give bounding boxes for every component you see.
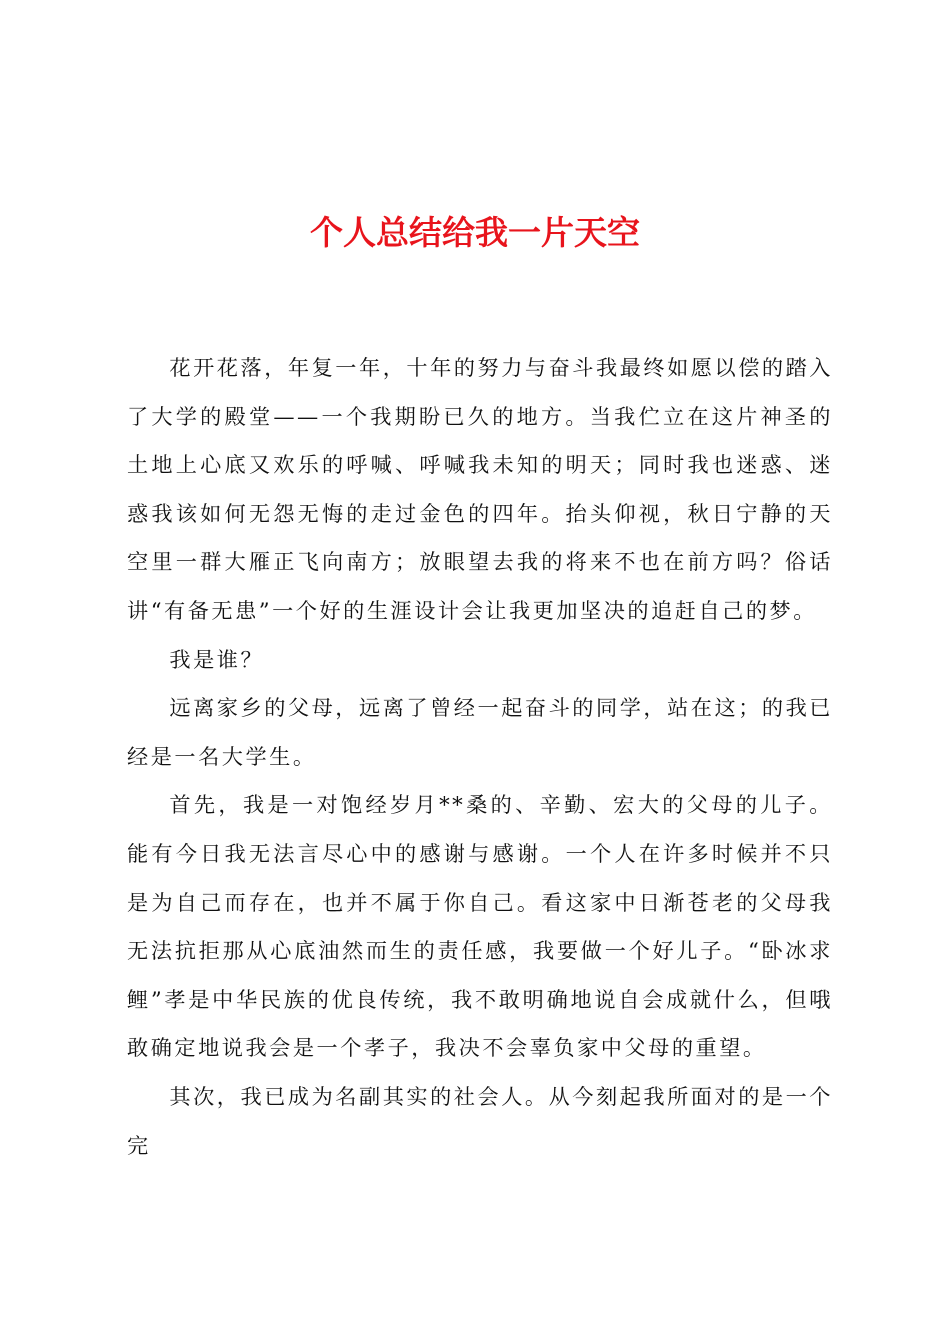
document-title: 个人总结给我一片天空 <box>310 213 640 252</box>
paragraph: 远离家乡的父母，远离了曾经一起奋斗的同学，站在这；的我已经是一名大学生。 <box>127 695 833 769</box>
paragraph: 我是谁？ <box>169 646 265 672</box>
paragraph: 首先，我是一对饱经岁月**桑的、辛勤、宏大的父母的儿子。能有今日我无法言尽心中的感谢与感谢。一个人在许多时候并不只是为自己而存在，也并不属于你自己。看这家中日渐苍老的父母我无法抗拒那从心底油然而生的责任感，我要做一个好儿子。“卧冰求鲤”孝是中华民族的优良传统，我不敢明确地说自会成就什么，但哦敢确定地说我会是一个孝子，我决不会辜负家中父母的重望。 <box>127 792 833 1061</box>
document-body <box>127 344 833 1170</box>
paragraph: 花开花落，年复一年，十年的努力与奋斗我最终如愿以偿的踏入了大学的殿堂——一个我期盼已久的地方。当我伫立在这片神圣的土地上心底又欢乐的呼喊、呼喊我未知的明天；同时我也迷惑、迷惑我该如何无怨无悔的走过金色的四年。抬头仰视，秋日宁静的天空里一群大雁正飞向南方；放眼望去我的将来不也在前方吗？俗话讲“有备无患”一个好的生涯设计会让我更加坚决的追赶自己的梦。 <box>127 355 833 623</box>
paragraph: 其次，我已成为名副其实的社会人。从今刻起我所面对的是一个完 <box>127 1083 833 1158</box>
